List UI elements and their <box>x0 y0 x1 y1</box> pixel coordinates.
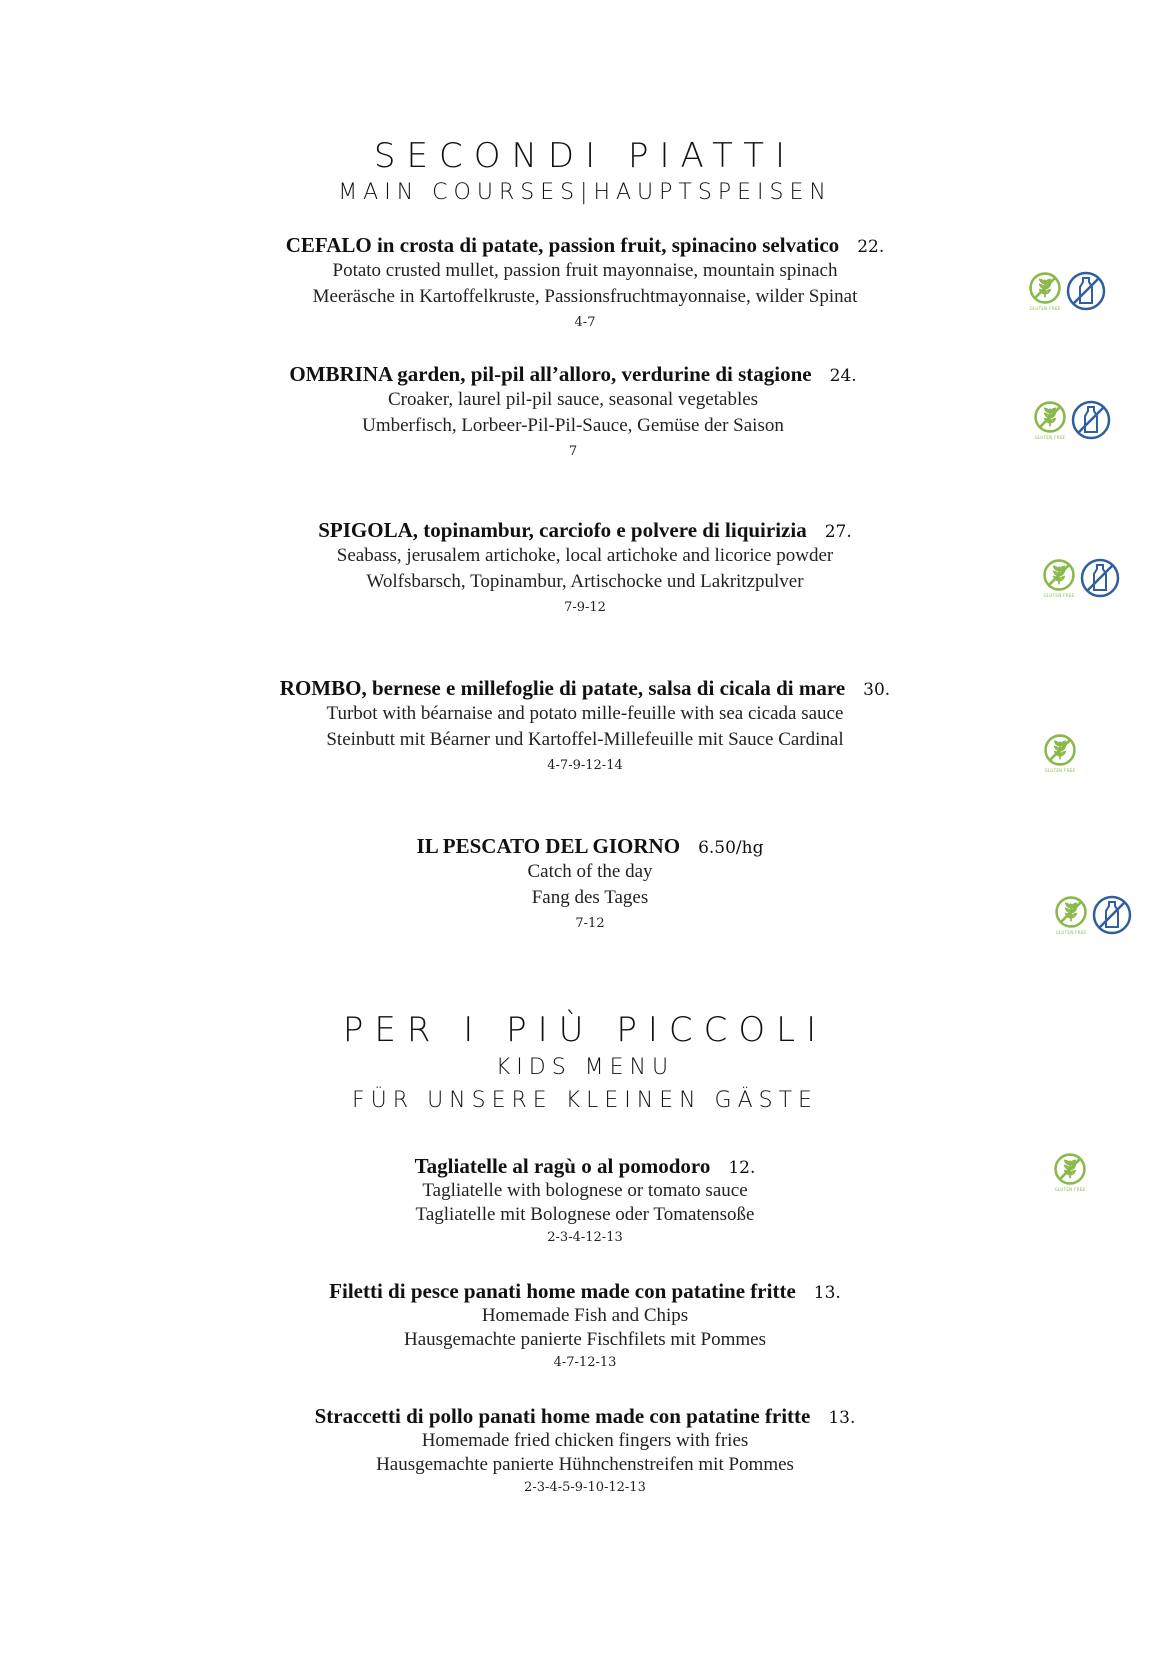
dish-pescato <box>5 834 1170 937</box>
gluten-free-icon: GLUTEN FREE <box>1054 895 1088 935</box>
dish-allergens: 7-9-12 <box>564 600 606 615</box>
dish-icons <box>1054 895 1132 935</box>
lactose-free-icon <box>1092 895 1132 935</box>
kids-dish-chicken <box>0 1404 1170 1499</box>
dish-desc-de: Umberfisch, Lorbeer-Pil-Pil-Sauce, Gemüse der Saison <box>362 415 784 436</box>
dish-icons <box>1033 400 1111 440</box>
dish-desc-de: Steinbutt mit Béarner und Kartoffel-Millefeuille mit Sauce Cardinal <box>326 729 844 750</box>
dish-icons <box>1043 733 1077 773</box>
dish-desc-en: Homemade fried chicken fingers with fries <box>421 1430 749 1451</box>
dish-desc-en: Turbot with béarnaise and potato mille-feuille with sea cicada sauce <box>326 703 844 724</box>
dish-desc-de: Meeräsche in Kartoffelkruste, Passionsfruchtmayonnaise, wilder Spinat <box>312 286 858 307</box>
dish-desc-de: Tagliatelle mit Bolognese oder Tomatensoße <box>415 1204 755 1225</box>
dish-name: Straccetti di pollo panati home made con patatine fritte <box>314 1404 811 1428</box>
dish-price: 12. <box>728 1158 756 1178</box>
dish-desc-de: Hausgemachte panierte Fischfilets mit Pommes <box>404 1329 766 1350</box>
dish-spigola <box>0 518 1170 621</box>
dish-name: Tagliatelle al ragù o al pomodoro <box>414 1154 711 1178</box>
section-subtitle-kids: KIDS MENU <box>495 1055 675 1080</box>
dish-desc-en: Homemade Fish and Chips <box>481 1305 689 1326</box>
dish-name: OMBRINA garden, pil-pil all’alloro, verdurine di stagione <box>289 362 812 386</box>
dish-desc-en: Croaker, laurel pil-pil sauce, seasonal vegetables <box>387 389 759 410</box>
dish-desc-en: Seabass, jerusalem artichoke, local artichoke and licorice powder <box>336 545 834 566</box>
dish-desc-de: Fang des Tages <box>531 887 649 908</box>
section-title-kids: PER I PIÙ PICCOLI <box>342 1010 828 1050</box>
dish-price: 13. <box>828 1408 856 1428</box>
lactose-free-icon <box>1066 271 1106 311</box>
dish-allergens: 2-3-4-5-9-10-12-13 <box>524 1480 646 1495</box>
gluten-free-icon: GLUTEN FREE <box>1042 558 1076 598</box>
gluten-free-icon: GLUTEN FREE <box>1043 733 1077 773</box>
dish-price: 30. <box>863 680 891 700</box>
dish-rombo <box>0 676 1170 779</box>
dish-allergens: 7 <box>568 444 578 459</box>
dish-allergens: 4-7 <box>574 315 596 330</box>
dish-allergens: 4-7-12-13 <box>553 1355 617 1370</box>
dish-price: 27. <box>824 522 852 542</box>
lactose-free-icon <box>1080 558 1120 598</box>
dish-desc-en: Tagliatelle with bolognese or tomato sauce <box>422 1180 748 1201</box>
dish-price: 13. <box>813 1283 841 1303</box>
lactose-free-icon <box>1071 400 1111 440</box>
dish-cefalo <box>0 233 1170 336</box>
dish-price: 24. <box>829 366 857 386</box>
dish-name: Filetti di pesce panati home made con patatine fritte <box>329 1279 796 1303</box>
kids-dish-fish <box>0 1279 1170 1374</box>
dish-desc-de: Hausgemachte panierte Hühnchenstreifen mit Pommes <box>376 1454 794 1475</box>
dish-desc-de: Wolfsbarsch, Topinambur, Artischocke und Lakritzpulver <box>366 571 804 592</box>
dish-price: 6.50/hg <box>698 838 764 858</box>
kids-dish-tagliatelle <box>0 1154 1170 1249</box>
gluten-free-icon: GLUTEN FREE <box>1028 271 1062 311</box>
section-subtitle-main: MAIN COURSES|HAUPTSPEISEN <box>338 180 832 205</box>
dish-icons <box>1042 558 1120 598</box>
dish-desc-en: Catch of the day <box>527 861 653 882</box>
gluten-free-icon: GLUTEN FREE <box>1053 1152 1087 1192</box>
dish-desc-en: Potato crusted mullet, passion fruit mayonnaise, mountain spinach <box>332 260 838 281</box>
dish-allergens: 7-12 <box>575 916 605 931</box>
dish-allergens: 4-7-9-12-14 <box>547 758 623 773</box>
dish-price: 22. <box>857 237 885 257</box>
dish-icons <box>1053 1152 1087 1192</box>
dish-name: IL PESCATO DEL GIORNO <box>416 834 681 858</box>
dish-name: CEFALO in crosta di patate, passion fruit, spinacino selvatico <box>285 233 840 257</box>
dish-allergens: 2-3-4-12-13 <box>547 1230 623 1245</box>
dish-name: SPIGOLA, topinambur, carciofo e polvere di liquirizia <box>318 518 807 542</box>
dish-name: ROMBO, bernese e millefoglie di patate, salsa di cicala di mare <box>279 676 846 700</box>
section-title-main: SECONDI PIATTI <box>373 136 797 176</box>
dish-icons <box>1028 271 1106 311</box>
gluten-free-icon: GLUTEN FREE <box>1033 400 1067 440</box>
dish-ombrina <box>0 362 1158 465</box>
section-subtitle-kids-de: FÜR UNSERE KLEINEN GÄSTE <box>352 1088 818 1113</box>
